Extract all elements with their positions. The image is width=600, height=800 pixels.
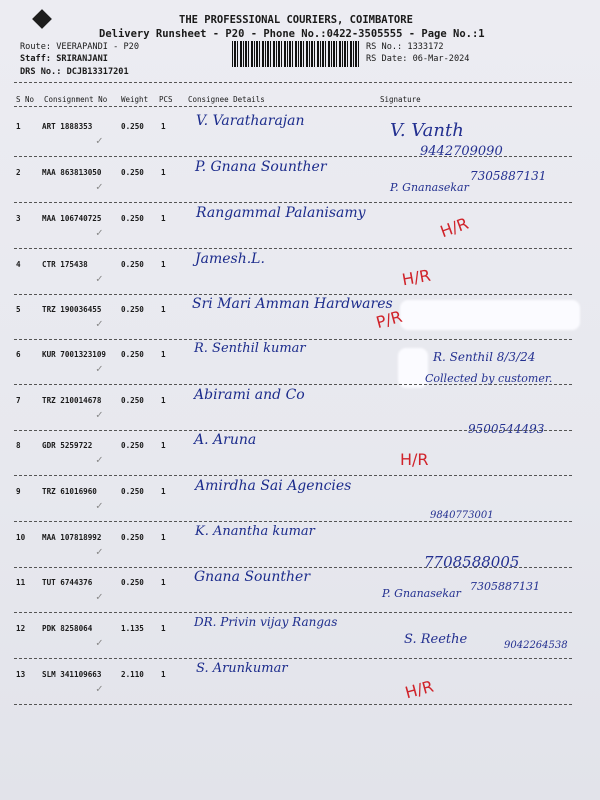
row-consignee: Amirdha Sai Agencies (195, 478, 352, 494)
route-label: Route: VEERAPANDI - P20 (20, 42, 139, 52)
row-tick-mark: ✓ (96, 226, 103, 239)
runsheet-subtitle: Delivery Runsheet - P20 - Phone No.:0422-3505555 - Page No.:1 (99, 28, 485, 40)
row-pcs: 1 (161, 214, 166, 223)
row-signature-phone: 9042264538 (504, 640, 568, 651)
row-consignee: Abirami and Co (194, 387, 305, 403)
row-divider (14, 430, 572, 431)
row-status-mark: H/R (400, 450, 429, 469)
row-divider (14, 658, 572, 659)
col-consignment: Consignment No (44, 95, 108, 104)
row-weight: 0.250 (121, 168, 144, 177)
row-divider (14, 156, 572, 157)
col-weight: Weight (121, 95, 149, 104)
row-pcs: 1 (161, 441, 166, 450)
row-tick-mark: ✓ (96, 134, 103, 147)
row-tick-mark: ✓ (96, 499, 103, 512)
row-consignment-no: PDK 8258064 (42, 624, 93, 633)
row-sno: 9 (16, 487, 21, 496)
row-divider (14, 339, 572, 340)
row-divider (14, 384, 572, 385)
row-consignment-no: TUT 6744376 (42, 578, 93, 587)
row-consignment-no: GDR 5259722 (42, 441, 93, 450)
row-consignee: Rangammal Palanisamy (196, 205, 366, 221)
row-tick-mark: ✓ (96, 636, 103, 649)
row-sno: 1 (16, 122, 21, 131)
row-pcs: 1 (161, 624, 166, 633)
row-divider (14, 704, 572, 705)
row-divider (14, 202, 572, 203)
row-consignee: S. Arunkumar (196, 661, 288, 676)
row-status-mark: H/R (400, 265, 432, 290)
row-signature-phone: 9840773001 (430, 510, 494, 521)
row-signature-phone: 7708588005 (424, 553, 520, 571)
row-signature: V. Vanth (390, 120, 464, 141)
barcode (232, 41, 359, 67)
row-consignee: K. Anantha kumar (195, 524, 315, 539)
row-consignment-no: KUR 7001323109 (42, 350, 107, 359)
row-divider (14, 248, 572, 249)
row-pcs: 1 (161, 305, 166, 314)
row-sno: 7 (16, 396, 21, 405)
rs-number: RS No.: 1333172 (366, 42, 444, 52)
row-consignee: A. Aruna (194, 432, 257, 448)
row-pcs: 1 (161, 487, 166, 496)
row-status-mark: H/R (437, 213, 471, 242)
row-sno: 3 (16, 214, 21, 223)
row-weight: 2.110 (121, 670, 144, 679)
row-pcs: 1 (161, 533, 166, 542)
correction-fluid (400, 300, 580, 330)
row-pcs: 1 (161, 396, 166, 405)
row-tick-mark: ✓ (96, 362, 103, 375)
row-status-mark: H/R (403, 676, 436, 703)
col-signature: Signature (380, 95, 421, 104)
row-signature: S. Reethe (404, 632, 468, 647)
row-pcs: 1 (161, 670, 166, 679)
row-weight: 0.250 (121, 260, 144, 269)
row-consignee: P. Gnana Sounther (195, 159, 327, 175)
row-status-mark: P/R (373, 306, 405, 333)
row-pcs: 1 (161, 260, 166, 269)
row-consignment-no: CTR 175438 (42, 260, 88, 269)
staff-label: Staff: SRIRANJANI (20, 54, 108, 64)
row-signature-phone: 7305887131 (470, 169, 547, 183)
row-pcs: 1 (161, 350, 166, 359)
row-weight: 0.250 (121, 487, 144, 496)
row-weight: 0.250 (121, 396, 144, 405)
row-signature-phone: Collected by customer. (425, 372, 553, 385)
col-consignee: Consignee Details (188, 95, 265, 104)
row-tick-mark: ✓ (96, 453, 103, 466)
row-consignee: DR. Privin vijay Rangas (194, 615, 338, 629)
column-divider (14, 106, 572, 107)
row-sno: 13 (16, 670, 26, 679)
row-signature-phone: 9442709090 (420, 144, 503, 159)
rs-date: RS Date: 06-Mar-2024 (366, 54, 470, 64)
row-signature-phone: 9500544493 (468, 422, 545, 436)
row-sno: 11 (16, 578, 26, 587)
row-weight: 0.250 (121, 533, 144, 542)
row-weight: 0.250 (121, 305, 144, 314)
row-divider (14, 521, 572, 522)
row-consignee: Jamesh.L. (195, 251, 265, 267)
row-sno: 4 (16, 260, 21, 269)
row-consignment-no: MAA 863813050 (42, 168, 102, 177)
row-sno: 12 (16, 624, 26, 633)
header-divider (14, 82, 572, 83)
row-pcs: 1 (161, 578, 166, 587)
row-tick-mark: ✓ (96, 272, 103, 285)
row-weight: 0.250 (121, 441, 144, 450)
correction-fluid (398, 348, 428, 388)
row-tick-mark: ✓ (96, 545, 103, 558)
row-pcs: 1 (161, 122, 166, 131)
row-sno: 8 (16, 441, 21, 450)
row-sno: 10 (16, 533, 26, 542)
row-divider (14, 612, 572, 613)
row-signature: P. Gnanasekar (390, 181, 469, 194)
row-consignee: Gnana Sounther (194, 569, 311, 585)
drs-label: DRS No.: DCJB13317201 (20, 67, 129, 77)
row-divider (14, 567, 572, 568)
row-consignee: V. Varatharajan (196, 113, 305, 129)
row-signature: R. Senthil 8/3/24 (433, 350, 536, 364)
row-weight: 1.135 (121, 624, 144, 633)
col-sno: S No (16, 95, 35, 104)
row-weight: 0.250 (121, 578, 144, 587)
row-weight: 0.250 (121, 122, 144, 131)
row-pcs: 1 (161, 168, 166, 177)
row-divider (14, 475, 572, 476)
row-consignment-no: MAA 107818992 (42, 533, 102, 542)
row-weight: 0.250 (121, 350, 144, 359)
row-tick-mark: ✓ (96, 590, 103, 603)
row-consignee: R. Senthil kumar (194, 341, 306, 356)
company-title: THE PROFESSIONAL COURIERS, COIMBATORE (179, 14, 413, 26)
row-consignment-no: MAA 106740725 (42, 214, 102, 223)
corner-mark (32, 9, 52, 29)
row-sno: 5 (16, 305, 21, 314)
row-sno: 2 (16, 168, 21, 177)
row-divider (14, 294, 572, 295)
row-consignment-no: TRZ 210014678 (42, 396, 102, 405)
row-consignment-no: ART 1888353 (42, 122, 93, 131)
row-signature-phone: 7305887131 (470, 580, 540, 593)
row-signature: P. Gnanasekar (382, 587, 461, 600)
row-consignment-no: TRZ 61016960 (42, 487, 97, 496)
row-tick-mark: ✓ (96, 682, 103, 695)
row-tick-mark: ✓ (96, 408, 103, 421)
row-weight: 0.250 (121, 214, 144, 223)
row-tick-mark: ✓ (96, 180, 103, 193)
row-consignment-no: TRZ 190036455 (42, 305, 102, 314)
col-pcs: PCS (159, 95, 173, 104)
row-sno: 6 (16, 350, 21, 359)
row-consignment-no: SLM 341109663 (42, 670, 102, 679)
row-tick-mark: ✓ (96, 317, 103, 330)
row-consignee: Sri Mari Amman Hardwares (192, 296, 393, 312)
